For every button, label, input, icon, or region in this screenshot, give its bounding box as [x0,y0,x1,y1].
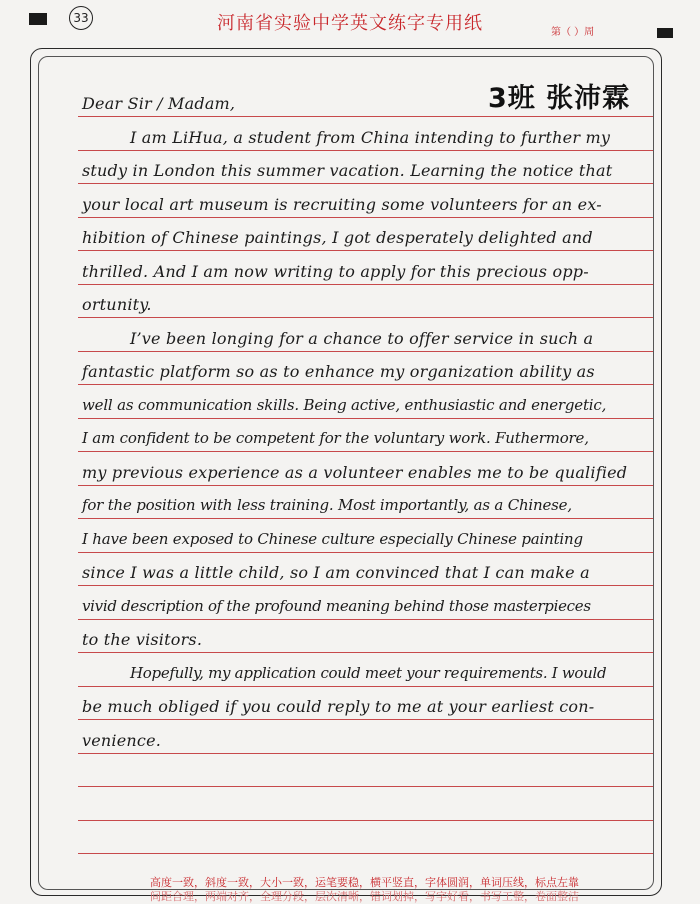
letter-line: I am confident to be competent for the voluntary work. Futhermore, [82,429,589,447]
letter-salutation: Dear Sir / Madam, [82,94,236,113]
letter-line: I have been exposed to Chinese culture especially Chinese painting [82,530,583,548]
letter-line: Hopefully, my application could meet your requirements. I would [130,664,607,682]
letter-line: be much obliged if you could reply to me at your earliest con- [82,697,595,716]
letter-line: I’ve been longing for a chance to offer service in such a [130,329,594,348]
rule-line [78,351,653,352]
letter-line: my previous experience as a volunteer enables me to be qualified [82,463,628,482]
letter-line: hibition of Chinese paintings, I got desperately delighted and [82,228,593,247]
rule-line [78,317,653,318]
letter-line: venience. [82,731,162,750]
paper-title: 河南省实验中学英文练字专用纸 [217,13,483,34]
letter-line: to the visitors. [82,630,203,649]
rule-line [78,753,653,754]
letter-line: well as communication skills. Being active, enthusiastic and energetic, [82,396,607,414]
page-number: 33 [73,11,89,25]
footer-line-2: 间距合理，两端对齐，全理分段，层次清晰，错词划掉，写字好看，书写工整，卷面整洁 [150,890,579,903]
rule-line [78,853,653,854]
rule-line [78,116,653,117]
rule-line [78,686,653,687]
student-class-name: 3班 张沛霖 [488,83,631,114]
rule-line [78,786,653,787]
letter-line: study in London this summer vacation. Learning the notice that [82,161,613,180]
letter-line: vivid description of the profound meaning behind those masterpieces [82,597,591,615]
rule-line [78,552,653,553]
letter-line: for the position with less training. Most importantly, as a Chinese, [82,496,572,514]
rule-line [78,585,653,586]
rule-line [78,183,653,184]
rule-line [78,284,653,285]
letter-line: since I was a little child, so I am convinced that I can make a [82,563,590,582]
rule-line [78,384,653,385]
rule-line [78,150,653,151]
footer-line-1: 高度一致，斜度一致，大小一致，运笔要稳，横平竖直，字体圆润，单词压线，标点左靠 [150,876,579,889]
letter-line: ortunity. [82,295,152,314]
rule-line [78,652,653,653]
letter-line: fantastic platform so as to enhance my organization ability as [82,362,595,381]
rule-line [78,250,653,251]
rule-line [78,719,653,720]
rule-line [78,485,653,486]
rule-line [78,418,653,419]
rule-line [78,451,653,452]
letter-line: I am LiHua, a student from China intending to further my [130,128,611,147]
rule-line [78,619,653,620]
rule-line [78,217,653,218]
letter-line: thrilled. And I am now writing to apply for this precious opp- [82,262,589,281]
letter-line: your local art museum is recruiting some volunteers for an ex- [82,195,602,214]
rule-line [78,518,653,519]
week-label: 第（ ）周 [551,27,595,38]
rule-line [78,820,653,821]
